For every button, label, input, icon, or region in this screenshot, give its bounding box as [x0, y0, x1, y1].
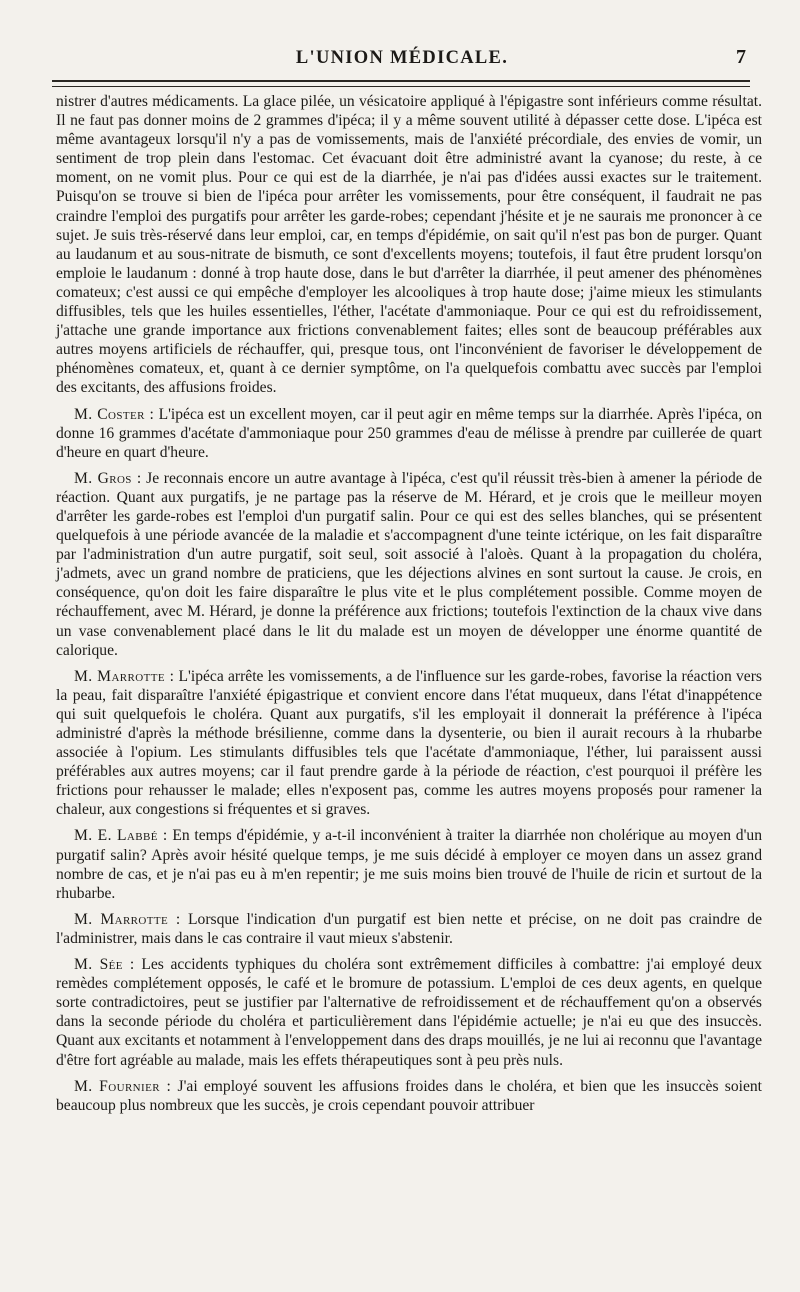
paragraph-marrotte-2 [56, 910, 762, 948]
paragraph-see [56, 955, 762, 1070]
paragraph-text: nistrer d'autres médicaments. La glace pilée, un vésicatoire appliqué à l'épigastre sont inférieurs comme résultat. Il ne faut pas donner moins de 2 grammes d'ipéca; il y a même souvent utilité à dépasser cette dose. L'ipéca est même avantageux lorsqu'il n'y a pas de vomissements, mais de l'anxiété précordiale, des envies de vomir, un sentiment de trop plein dans l'estomac. Cet évacuant doit être administré avant la cyanose; du reste, à ce moment, on ne vomit plus. Pour ce qui est de la diarrhée, je n'ai pas d'idées aussi exactes sur le traitement. Puisqu'on se trouve si bien de l'ipéca pour arrêter les vomissements, pour être conséquent, il faudrait ne pas craindre l'emploi des purgatifs pour arrêter les garde-robes; cependant j'hésite et je ne saurais me prononcer à ce sujet. Je suis très-réservé dans leur emploi, car, en temps d'épidémie, on sait qu'il n'est pas bon de purger. Quant au laudanum et au sous-nitrate de bismuth, ce sont d'excellents moyens; toutefois, il faut être prudent lorsqu'on emploie le laudanum : donné à trop haute dose, dans le but d'arrêter la diarrhée, il peut amener des phénomènes comateux; c'est aussi ce qui empêche d'employer les alcooliques à trop haute dose; j'aime mieux les stimulants diffusibles, tels que les huiles essentielles, l'éther, l'acétate d'ammoniaque. Pour ce qui est du refroidissement, j'attache une grande importance aux frictions convenablement faites; elles sont de beaucoup préférables aux autres moyens artificiels de réchauffer, qui, presque tous, ont l'inconvénient de favoriser le développement de phénomènes comateux, et, quant à ce dernier symptôme, on l'a quelquefois combattu avec succès par l'emploi des excitants, des affusions froides. [56, 93, 762, 397]
header-rule-thin [52, 86, 750, 87]
speaker-name: M. Fournier : [74, 1077, 172, 1095]
speaker-name: M. Sée : [74, 956, 135, 974]
paragraph-gros [56, 469, 762, 660]
paragraph-marrotte-1 [56, 667, 762, 820]
speaker-name: M. Coster : [74, 405, 155, 423]
running-header [52, 42, 752, 74]
paragraph-text: L'ipéca arrête les vomissements, a de l'influence sur les garde-robes, favorise la réaction vers la peau, fait disparaître l'anxiété épigastrique et convient encore dans l'état muqueux, dans l'état d'inappétence qui suit quelquefois le choléra. Quant aux purgatifs, s'il les employait il donnerait la préférence à l'ipéca administré d'après la méthode brésilienne, comme dans la dysenterie, ou bien il aurait recours à la rhubarbe associée à l'opium. Les stimulants diffusibles tels que l'acétate d'ammoniaque, l'éther, lui paraissent aussi préférables aux autres moyens; car il faut prendre garde à la période de réaction, c'est pourquoi il préfère les frictions pour rehausser le malade; elles n'exposent pas, comme les autres moyens proposés pour ramener la chaleur, aux congestions si fréquentes et si graves. [56, 667, 762, 819]
paragraph-text: Je reconnais encore un autre avantage à l'ipéca, c'est qu'il réussit très-bien à amener la période de réaction. Quant aux purgatifs, je ne partage pas la réserve de M. Hérard, et je crois que le meilleur moyen d'arrêter les garde-robes est l'emploi d'un purgatif salin. Pour ce qui est des selles blanches, qui se présentent quelquefois à une période avancée de la maladie et s'accompagnent d'une teinte ictérique, on les fait disparaître par l'administration d'un autre purgatif, soit seul, soit associé à l'aloès. Quant à la propagation du choléra, j'admets, avec un grand nombre de praticiens, que les déjections alvines en sont surtout la cause. Je crois, en conséquence, qu'on doit les faire disparaître le plus vite et le plus complétement possible. Comme moyen de réchauffement, avec M. Hérard, je donne la préférence aux frictions; toutefois l'extinction de la chaux vive dans un vase convenablement placé dans le lit du malade est un moyen de développer une énorme quantité de calorique. [56, 469, 763, 659]
body-text [56, 92, 762, 1122]
paragraph-coster [56, 405, 762, 462]
paragraph-text: Lorsque l'indication d'un purgatif est bien nette et précise, on ne doit pas craindre de l'administrer, mais dans le cas contraire il vaut mieux s'abstenir. [56, 910, 762, 947]
paragraph-continuation [56, 92, 762, 398]
header-rule-thick [52, 80, 750, 82]
speaker-name: M. Marrotte : [74, 667, 175, 685]
paragraph-text: Les accidents typhiques du choléra sont extrêmement difficiles à combattre: j'ai employé deux remèdes complétement opposés, le café et le bromure de potassium. L'emploi de ces deux agents, en quelque sorte contradictoires, peut se justifier par l'alternative de refroidissement et de réchauffement qu'on a observés dans la seconde période du choléra et particulièrement dans l'épidémie actuelle; je n'ai eu que des insuccès. Quant aux excitants et notamment à l'enveloppement dans des draps mouillés, je ne lui ai reconnu que l'avantage d'être fort agréable au malade, mais les effets thérapeutiques sont à peu près nuls. [56, 956, 762, 1069]
paragraph-text: L'ipéca est un excellent moyen, car il peut agir en même temps sur la diarrhée. Après l'ipéca, on donne 16 grammes d'acétate d'ammoniaque pour 250 grammes d'eau de mélisse à prendre par cuillerée de quart d'heure en quart d'heure. [56, 405, 762, 461]
speaker-name: M. E. Labbé : [74, 827, 168, 845]
journal-title: L'UNION MÉDICALE. [295, 48, 509, 68]
paragraph-text: En temps d'épidémie, y a-t-il inconvénient à traiter la diarrhée non cholérique au moyen d'un purgatif salin? Après avoir hésité quelque temps, je me suis décidé à employer ce moyen dans un assez grand nombre de cas, et je n'ai pas eu à m'en repentir; je me suis moins bien trouvé de l'huile de ricin et surtout de la rhubarbe. [56, 827, 763, 902]
speaker-name: M. Marrotte : [74, 910, 181, 928]
paragraph-labbe [56, 826, 762, 902]
paragraph-text: J'ai employé souvent les affusions froides dans le choléra, et bien que les insuccès soient beaucoup plus nombreux que les succès, je crois cependant pouvoir attribuer [56, 1077, 762, 1114]
paragraph-fournier [56, 1077, 762, 1115]
page-number: 7 [736, 46, 746, 68]
speaker-name: M. Gros : [74, 469, 142, 487]
